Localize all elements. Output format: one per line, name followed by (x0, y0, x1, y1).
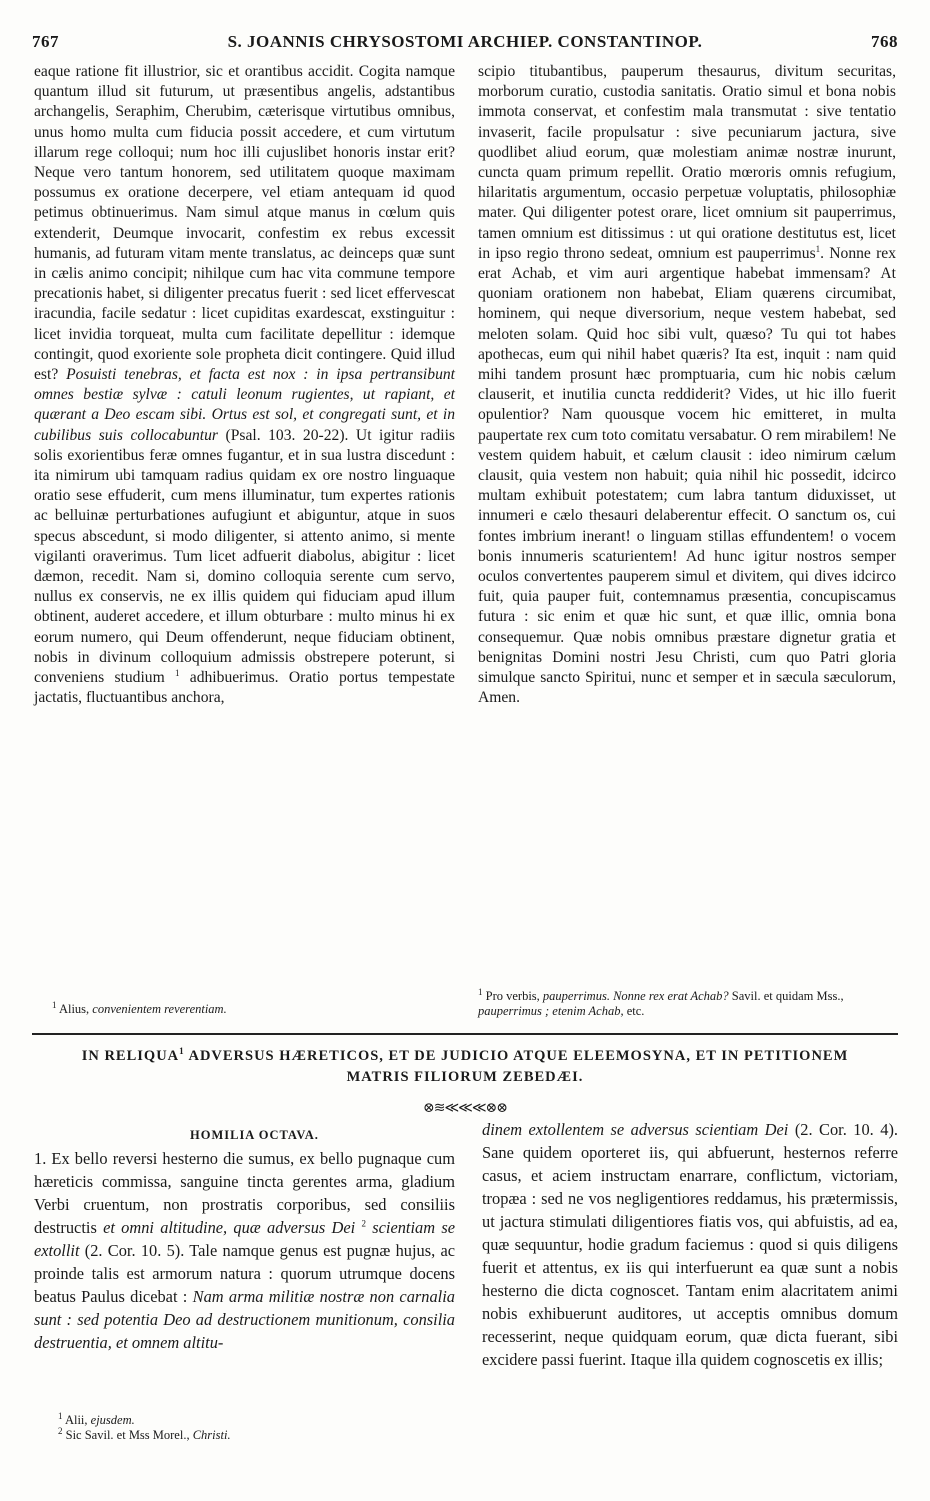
section-title-text: ADVERSUS HÆRETICOS, ET DE JUDICIO ATQUE ELEEMOSYNA, ET IN PETITIONEM (188, 1048, 849, 1064)
section-title-line-1 (32, 1046, 898, 1067)
page-number-right: 768 (871, 32, 898, 51)
text-run: 1. Ex bello reversi hesterno die sumus, ex bello pugnaque cum hæreticis commissa, sanguine tincta gerentes arma, gladium Verbi cruentum, non prostratis corporibus, sed consiliis destructis (34, 1149, 455, 1237)
scripture-quote: Nam arma militiæ nostræ non carnalia sunt : sed potentia Deo ad destructionem munitionum, consilia destruentia, et omnem altitu- (34, 1287, 455, 1352)
page-number-left: 767 (32, 32, 59, 51)
footnote-text: Sic Savil. et Mss Morel., (65, 1428, 190, 1442)
footnote-marker: 1 (815, 243, 821, 254)
footnote (58, 1425, 438, 1443)
lower-right-column (482, 1118, 898, 1371)
footnote-text: Pro verbis, (485, 989, 540, 1003)
footnote-variant: ejusdem. (90, 1413, 135, 1427)
section-title-text: IN RELIQUA (81, 1048, 180, 1064)
running-head (32, 32, 898, 58)
running-title: S. JOANNIS CHRYSOSTOMI ARCHIEP. CONSTANTINOP. (227, 32, 703, 51)
paragraph (34, 1147, 455, 1354)
footnote-text: etc. (626, 1004, 645, 1018)
footnote-marker: 2 (361, 1218, 366, 1229)
text-run: (2. Cor. 10. 4). Sane quidem oporteret iis, qui abfuerunt, hesternos referre casus, et aciem instructam enarrare, conflictum, victoriam, tropæa : sed ne vos negligentiores reddamus, his prætermissis, ut jactura stimulati diligentiores fiatis vos, qui abfuistis, ad ea, quæ sequuntur, hodie gradum faciemus : quod si quis diligens fuerit et attentus, ex iis qui interfuerunt ea quæ sunt a nobis hesterno die dicta cognoscet. Tantam enim alacritatem animi nobis exhibuerunt auditores, ut acceptis omnibus domum recesserint, neque quidquam eorum, quæ dicta fuerant, sibi excidere passi fuerint. Itaque illa quidem cognoscetis ex illis; (482, 1120, 898, 1369)
scripture-quote: et omni altitudine, quæ adversus Dei (103, 1218, 356, 1237)
footnote-marker: 2 (58, 1425, 63, 1436)
ornament-icon: ⊗≋≪≪≪⊗⊗ (423, 1101, 507, 1116)
text-run: eaque ratione fit illustrior, sic et orantibus accidit. Cogita namque quantum illud sit futurum, ut præsentibus angelis, adstantibus archangelis, Seraphim, Cherubim, cæterisque virtutibus omnibus, unus homo multa cum fiducia possit accedere, et cum virtutum illarum rege colloqui; num hoc illi cujuslibet honoris instar erit? Neque vero tantum honorem, sed utilitatem quoque maximam possumus ex oratione decerpere, vel etiam antequam id quod petimus obtinuerimus. Nam simul atque manus in cœlum quis extenderit, Deumque invocarit, confestim ex rebus excessit humanis, ad futuram vitam mente translatus, ac deinceps quæ sunt in cælis animo concipit; nihilque cum hac vita commune tempore precationis habet, si diligenter precatus fuerit : sed licet effervescat iracundia, facile sedatur : licet cupiditas exardescat, exstinguitur : licet invidia torqueat, multa cum facilitate depellitur : idemque contingit, quod exoriente sole propheta dicit contingere. Quid illud est? (34, 63, 455, 384)
footnote-upper-left (52, 999, 452, 1017)
text-run: (2. Cor. 10. 5). Tale namque genus est pugnæ hujus, ac proinde talis est armorum natura : quorum utrumque docens beatus Paulus dicebat : (34, 1241, 455, 1306)
footnote-marker: 1 (478, 986, 483, 997)
text-run: (Psal. 103. 20-22). Ut igitur radiis solis exorientibus feræ omnes fugantur, et in sua lustra discedunt : ita nimirum ubi tamquam radius quidam ex ore nostro linguaque oratio sese effuderit, cum mens illuminatur, tum expertes rationis ac belluinæ perturbationes aufugiunt et abiguntur, atque in suos specus abscedunt, si modo diligenter, si attento animo, si mente vigilanti oraverimus. Tum licet adfuerit diabolus, abigitur : licet dæmon, recedit. Nam si, domino colloquia serente cum servo, nullus ex conservis, ne ex illis quidem qui fiduciam apud illum obtinent, auderet accedere, et illum obturbare : multo minus hi ex eorum numero, qui Deum offenderunt, neque fiduciam obtinent, nobis in divinum colloquium admissis obstrepere poterunt, si conveniens studium (34, 426, 455, 687)
paragraph (482, 1118, 898, 1371)
footnote-marker: 1 (52, 999, 57, 1010)
scripture-quote: Posuisti tenebras, et facta est nox : in ipsa pertransibunt omnes bestiæ sylvæ : catuli leonum rugientes, ut rapiant, et quærant a Deo escam sibi. Ortus est sol, et congregati sunt, et in cubilibus suis collocabuntur (34, 366, 455, 444)
footnote-text: Alii, (64, 1413, 88, 1427)
text-run: . Nonne rex erat Achab, et vim auri argentique habebat immensam? At quoniam orationem non habebat, Eliam quærens circumibat, hominem, qui neque diversorium, neque vestem habebat, sed meloten solam. Quid hoc sibi vult, quæso? Tu qui tot habes apothecas, eum qui nihil habet quæris? Ita est, inquit : nam quid mihi tandem prosunt hæc promptuaria, cum hic nobis cælum clauserit, et inutilia cuncta reddiderit? Vides, ut hic illo fuerit opulentior? Nam quousque vocem hic emitteret, in multa paupertate rex cum toto comitatu versabatur. O rem mirabilem! Ne vestem quidem habuit, et cælum clausit : ideo nimirum cælum clausit, quia vestem non habuit; quia nihil hic possedit, idcirco multam exhibuit potestatem; cum labra tantum diduxisset, ut innumeri e cælo thesauri delaberentur effecit. O sanctum os, cui fontes imbrium inerant! o linguam stillas effundentem! o vocem bonis innumeris scaturientem! Ad hunc igitur nostros semper oculos convertentes pauperem simul et divitem, qui dives idcirco fuit, quia pauper fuit, contemnamus præsentia, concupiscamus futura : sic enim et quæ hic sunt, et quæ illic, omnia bona consequemur. Quæ nobis omnibus præstare dignetur gratia et benignitas Domini nostri Jesu Christi, cum quo Patri gloria simulque sancto Spiritui, nunc et semper et in sæcula sæculorum, Amen. (478, 244, 896, 707)
homily-heading: HOMILIA OCTAVA. (190, 1128, 319, 1142)
footnote-text: Savil. et quidam Mss., (731, 989, 844, 1003)
lower-left-column (34, 1147, 455, 1354)
upper-left-column (34, 62, 455, 709)
section-divider (32, 1033, 898, 1035)
footnote-marker: 1 (175, 667, 180, 678)
footnote-variant: pauperrimus. Nonne rex erat Achab? (542, 989, 729, 1003)
section-title (32, 1046, 898, 1088)
scripture-quote: scientiam se extollit (34, 1218, 455, 1260)
paragraph (478, 62, 896, 709)
paragraph (34, 62, 455, 709)
footnote (58, 1410, 438, 1428)
footnote-variant: pauperrimus ; etenim Achab, (478, 1004, 624, 1018)
text-run: adhibuerimus. Oratio portus tempestate jactatis, fluctuantibus anchora, (34, 669, 455, 707)
scripture-quote: dinem extollentem se adversus scientiam Dei (482, 1120, 789, 1139)
footnote-text: Alius, (58, 1002, 90, 1016)
footnote-marker: 1 (58, 1410, 63, 1421)
text-run: scipio titubantibus, pauperum thesaurus, divitum securitas, morborum curatio, custodia sanitatis. Oratio simul et bona nobis immota conservat, et confestim mala transmutat : sive tentatio invaserit, facile propulsatur : sive pecuniarum jactura, sive quodlibet aliud eorum, quæ molestiam animæ nostræ inurunt, cuncta quam primum repellit. Oratio mœroris omnis refugium, hilaritatis argumentum, occasio perpetuæ voluptatis, philosophiæ mater. Qui diligenter potest orare, licet omnium sit pauperrimus, tamen omnium est ditissimus : ut qui oratione destitutus est, licet in ipso regio throno sedeat, omnium est pauperrimus (478, 63, 896, 262)
upper-right-column (478, 62, 896, 709)
footnote-marker: 1 (179, 1046, 185, 1057)
footnote-variant: convenientem reverentiam. (92, 1002, 227, 1016)
footnote-variant: Christi. (192, 1428, 231, 1442)
footnote-upper-right (478, 986, 898, 1019)
footnotes-lower-left (58, 1410, 438, 1443)
section-title-line-2: MATRIS FILIORUM ZEBEDÆI. (346, 1069, 584, 1085)
